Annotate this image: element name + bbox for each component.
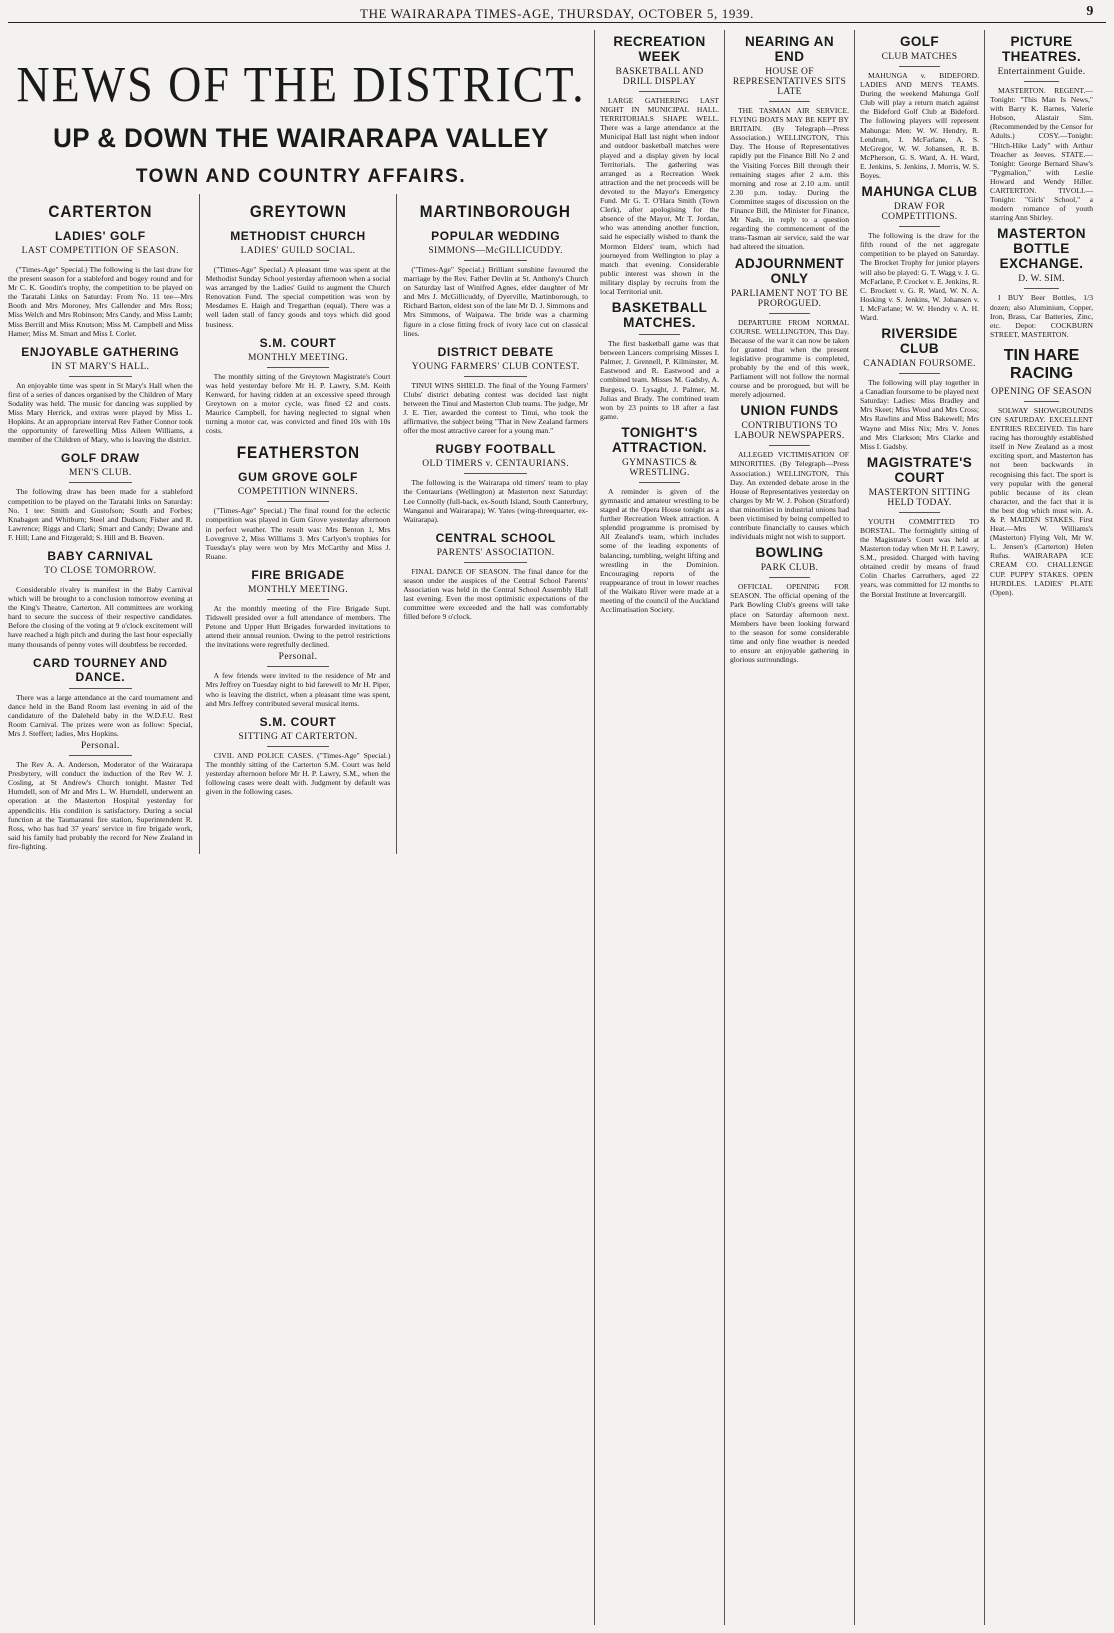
divider-rule xyxy=(464,562,527,563)
town-heading: MARTINBOROUGH xyxy=(420,202,572,221)
article-body: The following is the Wairarapa old timers' team to play the Centaurians (Wellington) at Masterton next Saturday: Lee Connolly (full-back, ex-South Island, South Canterbury, Wanganui and Wairarapa); W. Yates (wing-threequarter, ex-Wairarapa). xyxy=(403,478,589,524)
column-headline: PICTURE THEATRES. xyxy=(1001,34,1082,64)
article-subhead: MONTHLY MEETING. xyxy=(247,584,349,595)
column-headline: MASTERTON BOTTLE EXCHANGE. xyxy=(997,226,1086,272)
column-body: The first basketball game was that between Lancers comprising Misses I. Palmer, J. Grennell, P. Kilminster, M. Eastwood and R. Eastwood and a combined team. Misses M. Gadsby, A. Burgess, O. Lysaght, J. Palmer, M. Julias and Brady. The combined team won by 23 points to 18 after a fast game. xyxy=(600,339,719,421)
divider-rule xyxy=(267,666,330,667)
column-body: YOUTH COMMITTED TO BORSTAL. The fortnightly sitting of the Magistrate's Court was held at Masterton today when Mr H. P. Lawry, S.M., presided. Charged with having obtained credit by means of fraud Colin Charles Carruthers, aged 22 years, was committed for 12 months to the Borstal Institute at Invercargill. xyxy=(860,516,979,599)
column-body: LARGE GATHERING LAST NIGHT IN MUNICIPAL HALL. TERRITORIALS SHAPE WELL. There was a large attendance at the Municipal Hall last night when indoor and outdoor basketball matches were played and a display given by local Territorials. The gathering was arranged as a Recreation Week attraction and the net proceeds will be devoted to the Mayor's Emergency Fund. Mr G. T. O'Hara Smith (Town Clerk), after apologising for the absence of the Mayor, Mr T. Jordan, who was attending another function, said he especially wished to thank the Mormon Elders' team, which had journeyed from Wellington to play a match that evening. Considerable public interest was shown in the military display by recruits from the local Territorial unit. xyxy=(600,96,719,296)
district-col-carterton xyxy=(8,194,199,854)
divider-rule xyxy=(899,66,939,67)
column-headline: RECREATION WEEK xyxy=(613,34,706,64)
column-subhead: CONTRIBUTIONS TO LABOUR NEWSPAPERS. xyxy=(734,421,845,442)
column-subhead: Entertainment Guide. xyxy=(997,67,1086,77)
column-subhead: D. W. SIM. xyxy=(1018,274,1065,285)
column-subhead: CANADIAN FOURSOME. xyxy=(863,359,976,370)
column-headline: MAGISTRATE'S COURT xyxy=(866,454,973,485)
divider-rule xyxy=(464,260,527,261)
divider-rule xyxy=(639,334,679,335)
column-headline: UNION FUNDS xyxy=(740,403,839,419)
page-number: 9 xyxy=(1086,4,1094,19)
town-heading: GREYTOWN xyxy=(249,202,347,221)
divider-rule xyxy=(464,473,527,474)
article-body: ("Times-Age" Special.) The final round for the eclectic competition was played in Gum Grove yesterday afternoon in perfect weather. The result was: Mrs Benton 1, Mrs Lovegrove 2, Miss Williams 3. Mrs Carlyon's trophies for Tuesday's play were won by Mrs McCarthy and Miss J. Ruane. xyxy=(205,506,391,561)
divider-rule xyxy=(267,501,330,502)
article-subhead: LAST COMPETITION OF SEASON. xyxy=(21,246,180,256)
article-headline: FIRE BRIGADE xyxy=(251,567,345,582)
column-subhead: CLUB MATCHES xyxy=(881,52,958,62)
masthead-title: THE WAIRARAPA TIMES-AGE, THURSDAY, OCTOBER 5, 1939. xyxy=(360,6,754,21)
article-headline: CENTRAL SCHOOL xyxy=(435,530,556,545)
article-headline: LADIES' GOLF xyxy=(54,229,146,243)
column-recreation xyxy=(594,30,724,1625)
article-subhead: Personal. xyxy=(80,741,120,752)
article-body: ("Times-Age" Special.) The following is the last draw for the present season for a stableford and bogey round and for Mr C. K. Goodin's trophy, the competition to be played on the Taratahi Links on Saturday: From No. 11 tee—Mrs Booth and Mrs Moroney, Mrs Callender and Mrs Ross; Miss Welch and Mrs Robinson; Mrs Candy, and Miss Lamb; Miss Berrill and Miss Knutson; Miss M. Campbell and Miss Hamer; Miss M. Smart and Miss I. Corlet. xyxy=(8,265,193,338)
article-subhead: COMPETITION WINNERS. xyxy=(237,487,359,498)
divider-rule xyxy=(69,260,132,261)
article-body: At the monthly meeting of the Fire Brigade Supt. Tidswell presided over a full attendance of members. The Petone and Upper Hutt Brigades forwarded invitations to attend their annual reunion. Owing to the petrol restrictions the invitations were regretfully declined. xyxy=(205,603,391,650)
article-headline: S.M. COURT xyxy=(259,335,337,350)
column-headline: RIVERSIDE CLUB xyxy=(881,326,958,357)
column-subhead: DRAW FOR COMPETITIONS. xyxy=(881,202,958,223)
column-body: SOLWAY SHOWGROUNDS ON SATURDAY. EXCELLENT ENTRIES RECEIVED. Tin hare racing has thoroughly established itself in New Zealand as a most exciting sport, and Masterton has not been backwards in recognising this fact. The sport is very popular with the general public because of its clean character, and the fact that it is the best dog which must win. A. & P. MAIDEN STAKES. First Heat.—Mrs W. Williams's (Masterton) Flying Velt, Mr W. L. Jensen's (Carterton) Helen Rufus. WAIRARAPA ICE CREAM CO. CHALLENGE CUP. PUPPY STAKES. OPEN HURDLES. LADIES' PLATE (Open). xyxy=(990,405,1093,597)
district-col-martinborough xyxy=(396,194,594,854)
divider-rule xyxy=(769,313,809,314)
divider-rule xyxy=(1024,401,1059,402)
article-subhead: PARENTS' ASSOCIATION. xyxy=(436,547,555,558)
article-body: The following draw has been made for a stableford competition to be played on the Taratahi links on Saturday: No. 1 tee: Smith and Gustofson; South and Forbes; Knabagen and Whitburn; Steel and Dudson; Fisher and R. Lawrence; Riggs and Clark; Smart and Candy; Dwane and F. Hill; Lane and Fitzgerald; S. Hill and B. Beaven. xyxy=(8,487,193,542)
divider-rule xyxy=(639,482,679,483)
column-headline: BOWLING xyxy=(755,545,824,561)
article-body: The monthly sitting of the Greytown Magistrate's Court was held yesterday before Mr H. P. Lawry, S.M. Keith Kenward, for having ridden at an excessive speed through Greytown on a motor cycle, was fined £2 and costs. Maurice Campbell, for having neglected to signal when turning a motor car, was convicted and fined 10s with 10s costs. xyxy=(205,371,391,436)
column-body: MAHUNGA v. BIDEFORD. LADIES AND MEN'S TEAMS. During the weekend Mahunga Golf Club will play a return match against the Bideford Golf Club at Bideford. The following players will represent Mahunga: Men: W. W. Hendry, R. Lendrum, I. McFarlane, A. S. McGregor, W. W. Johansen, R. B. McPherson, G. S. Ward, A. H. Ward, E. Jenkins, S. Jenkins, J. Morris, W. S. Boyes. xyxy=(860,71,979,181)
article-body: ("Times-Age" Special.) Brilliant sunshine favoured the marriage by the Rev. Father Devlin at St. Anthony's Church on Saturday last of Winifred Agnes, elder daughter of Mr and Mrs J. McGillicuddy, of Dyerville, Martinborough, to Richard Barton, eldest son of the late Mr D. J. Simmons and Mrs Simmons, of Waipawa. The bride was a charming figure in a close fitting frock of ivory lace cut on classical lines. xyxy=(403,265,589,338)
article-body: An enjoyable time was spent in St Mary's Hall when the first of a series of dances organised by the Children of Mary Sodality was held. The music for dancing was supplied by Miss Mary Herrick, and extras were played by Miss L. Hopkins. At an appropriate interval Rev Father Connor took the opportunity of farewelling Miss Aileen Williams, a member of the Children of Mary, who is leaving the district. xyxy=(8,380,193,445)
column-subhead: GYMNASTICS & WRESTLING. xyxy=(621,457,698,478)
column-body: OFFICIAL OPENING FOR SEASON. The official opening of the Park Bowling Club's greens will take place on Saturday afternoon next. Members have been looking forward to the season for some considerable time and only fine weather is needed to ensure an enjoyable gathering in glorious surroundings. xyxy=(730,582,849,665)
article-body: ("Times-Age" Special.) A pleasant time was spent at the Methodist Sunday School yesterday afternoon when a social was arranged by the Ladies' Guild to augment the Church Renovation Fund. The special competition was won by Mesdames E. Haigh and Tregarthan (equal). There was a well laden stall of fancy goods and toys which did good business. xyxy=(205,265,391,329)
article-headline: GOLF DRAW xyxy=(60,451,140,466)
divider-rule xyxy=(69,482,132,483)
divider-rule xyxy=(769,445,809,446)
column-body: I BUY Beer Bottles, 1/3 dozen; also Aluminium, Copper, Iron, Brass, Car Batteries, Zinc, etc. Depot: COCKBURN STREET, MASTERTON. xyxy=(990,293,1093,339)
column-golf xyxy=(854,30,984,1625)
divider-rule xyxy=(1024,288,1059,289)
article-body: TINUI WINS SHIELD. The final of the Young Farmers' Clubs' district debating contest was decided last night between the Tinui and Masterton Club teams. The judge, Mr J. E. Tier, awarded the contest to Tinui, who took the affirmative, the subject being "That in New Zealand farmers offer the most attractive career for a young man." xyxy=(403,380,589,436)
article-headline: RUGBY FOOTBALL xyxy=(435,442,556,457)
article-headline: GUM GROVE GOLF xyxy=(238,470,358,485)
article-subhead: TO CLOSE TOMORROW. xyxy=(44,565,157,576)
divider-rule xyxy=(69,688,132,689)
divider-rule xyxy=(69,580,132,581)
column-headline: ADJOURNMENT ONLY xyxy=(734,255,845,286)
divider-rule xyxy=(769,101,809,102)
district-news-section xyxy=(8,30,594,854)
divider-rule xyxy=(899,373,939,374)
article-headline: BABY CARNIVAL xyxy=(47,548,154,563)
column-entertainment xyxy=(984,30,1098,1625)
district-col-greytown xyxy=(199,194,397,854)
article-subhead: IN ST MARY'S HALL. xyxy=(51,361,150,372)
article-headline: ENJOYABLE GATHERING xyxy=(21,344,180,359)
article-body: Considerable rivalry is manifest in the Baby Carnival which will be brought to a conclusion tomorrow evening at the King's Theatre, Carterton. All committees are working hard to secure the success of their respective candidates. Before the closing of the voting at 9 o'clock excitement will have reached a high pitch and during the last hour especially many thousands of penny votes will doubtless be recorded. xyxy=(8,584,193,649)
article-headline: POPULAR WEDDING xyxy=(431,229,561,243)
divider-rule xyxy=(267,260,330,261)
column-body: MASTERTON. REGENT.—Tonight: "This Man Is News," with Barry K. Barnes, Valerie Hobson, Alastair Sim. (Recommended by the Censor for Adults.) COSY.—Tonight: "Hitch-Hike Lady" with Arthur Treacher as Jeeves. STATE.—Tonight: George Bernard Shaw's "Pygmalion," with Leslie Howard and Wendy Hiller. CARTERTON. TIVOLI.—Tonight: "Girls' School," a modern romance of youth starring Ann Shirley. xyxy=(990,86,1093,223)
article-body: CIVIL AND POLICE CASES. ("Times-Age" Special.) The monthly sitting of the Carterton S.M. Court was held yesterday afternoon before Mr H. P. Lawry, S.M., when the following cases were dealt with. Judgment by default was given in the following cases. xyxy=(205,750,391,797)
masthead xyxy=(8,0,1106,23)
divider-rule xyxy=(267,599,330,600)
article-headline: S.M. COURT xyxy=(259,714,337,729)
article-subhead: MEN'S CLUB. xyxy=(69,468,132,479)
column-subhead: OPENING OF SEASON xyxy=(991,386,1092,397)
divider-rule xyxy=(267,367,330,368)
article-subhead: YOUNG FARMERS' CLUB CONTEST. xyxy=(411,361,580,372)
valley-banner: UP & DOWN THE WAIRARAPA VALLEY xyxy=(53,123,549,153)
divider-rule xyxy=(899,226,939,227)
article-subhead: OLD TIMERS v. CENTAURIANS. xyxy=(422,459,570,470)
article-subhead: MONTHLY MEETING. xyxy=(247,352,349,363)
article-subhead: LADIES' GUILD SOCIAL. xyxy=(240,246,356,256)
column-parliament xyxy=(724,30,854,1625)
town-heading: CARTERTON xyxy=(48,202,153,221)
divider-rule xyxy=(769,577,809,578)
divider-rule xyxy=(267,746,330,747)
article-body: A few friends were invited to the residence of Mr and Mrs Jeffrey on Tuesday night to bid farewell to Mr H. Piper, who is leaving the district, when a pleasant time was spent, and Mrs Jeffrey contributed several musical items. xyxy=(205,671,391,708)
column-body: A reminder is given of the gymnastic and amateur wrestling to be staged at the Opera House tonight as a further Recreation Week attraction. A splendid programme is promised by All Zealand's team, which includes some of the leading exponents of balancing, tumbling, weight lifting and wrestling in the Dominion. Encouraging reports of the reappearance of trout in lower reaches of the Waikato River were made at a meeting of the council of the Auckland Acclimatisation Society. xyxy=(600,486,719,615)
column-headline: TONIGHT'S ATTRACTION. xyxy=(612,424,707,455)
column-headline: TIN HARE RACING xyxy=(1003,346,1080,382)
divider-rule xyxy=(1024,81,1059,82)
article-subhead: SIMMONS—McGILLICUDDY. xyxy=(428,246,563,256)
column-body: The following is the draw for the fifth round of the net aggregate competition to be played on Saturday. The Brocket Trophy for junior players will also be played: G. T. Wagg v. J. G. McFarlane, P. Crocket v. E. Jenkins, R. C. Brockett v. G. R. Ward, W. N. A. Hosking v. S. Jenkins, W. Johansen v. I. McFarlane; W. W. Hendry v. A. H. Ward. xyxy=(860,231,979,322)
article-body: FINAL DANCE OF SEASON. The final dance for the season under the auspices of the Central School Parents' Association was held in the Central School Assembly Hall last evening. Even the most optimistic expectations of the committee were exceeded and the hall was comfortably filled before 9 o'clock. xyxy=(403,566,589,622)
article-subhead: Personal. xyxy=(278,652,318,663)
town-heading: FEATHERSTON xyxy=(236,443,360,463)
column-subhead: PARK CLUB. xyxy=(760,563,819,574)
column-headline: BASKETBALL MATCHES. xyxy=(611,300,708,331)
article-subhead: SITTING AT CARTERTON. xyxy=(238,731,358,742)
column-body: ALLEGED VICTIMISATION OF MINORITIES. (By Telegraph—Press Association.) WELLINGTON, This Day. An extended debate arose in the House of Representatives yesterday on charges by Mr W. J. Polson (Stratford) that minorities in industrial unions had been victimised by being compelled to contribute financially to causes which individuals might not wish to support. xyxy=(730,450,849,542)
divider-rule xyxy=(69,755,132,756)
article-body: There was a large attendance at the card tournament and dance held in the Band Room last evening in aid of the candidature of the Daleheld baby in the W.D.F.U. Rest Room Carnival. The prizes were won as follow: Special, Mrs J. Steffert; ladies, Mrs Hopkins. xyxy=(8,692,193,738)
article-headline: DISTRICT DEBATE xyxy=(437,344,554,359)
article-headline: METHODIST CHURCH xyxy=(230,229,366,243)
column-headline: GOLF xyxy=(899,34,940,49)
divider-rule xyxy=(69,376,132,377)
divider-rule xyxy=(464,376,527,377)
column-body: DEPARTURE FROM NORMAL COURSE. WELLINGTON, This Day. Because of the war it can now be taken for granted that when the present legislative programme is completed, probably by the end of this week, Parliament will not follow the normal course and be prorogued, but will be merely adjourned. xyxy=(730,317,849,400)
column-subhead: MASTERTON SITTING HELD TODAY. xyxy=(868,487,971,508)
column-subhead: BASKETBALL AND DRILL DISPLAY xyxy=(615,67,704,87)
section-title: NEWS OF THE DISTRICT. xyxy=(16,56,586,113)
column-headline: MAHUNGA CLUB xyxy=(861,184,978,200)
divider-rule xyxy=(639,91,679,92)
divider-rule xyxy=(899,512,939,513)
column-subhead: HOUSE OF REPRESENTATIVES SITS LATE xyxy=(732,67,847,97)
column-body: THE TASMAN AIR SERVICE. FLYING BOATS MAY BE KEPT BY BRITAIN. (By Telegraph—Press Association.) WELLINGTON, This Day. The House of Representatives rapidly put the Finance Bill No 2 and the Visiting Forces Bill through their remaining stages after 2 a.m. this morning and rose at 2.10 a.m. until 2.30 p.m. today. During the Committee stages of discussion on the Finance Bill, the Minister for Finance, Mr Nash, in reply to a question regarding the commencement of the trans-Tasman air service, said the war had altered the situation. xyxy=(730,106,849,252)
article-headline: CARD TOURNEY AND DANCE. xyxy=(32,655,168,684)
town-country-heading: TOWN AND COUNTRY AFFAIRS. xyxy=(135,166,467,187)
column-headline: NEARING AN END xyxy=(744,34,834,64)
column-body: The following will play together in a Canadian foursome to be played next Saturday: Ladies: Miss Bradley and Mrs Skeet; Miss Wood and Mrs Cross; Mrs Rawlins and Miss Bakewell; Mrs Wayne and Miss Nix; Mrs V. Jones and Mrs Clarkson; Mrs Clarke and Miss I. Gadsby. xyxy=(860,378,979,451)
article-body: The Rev A. A. Anderson, Moderator of the Wairarapa Presbytery, will conduct the induction of the Rev W. J. Cosling, at St Andrew's Church tonight. Master Ted Hurndell, son of Mr and Mrs L. W. Hurndell, underwent an operation at the Masterton Hospital yesterday for appendicitis. His condition is satisfactory. During a social function at the Taumaranui fire station, Superintendent R. Ross, who has had 37 years' service in fire brigade work, said his family had probably the record for New Zealand in fire-fighting. xyxy=(8,760,193,851)
column-subhead: PARLIAMENT NOT TO BE PROROGUED. xyxy=(730,288,849,309)
